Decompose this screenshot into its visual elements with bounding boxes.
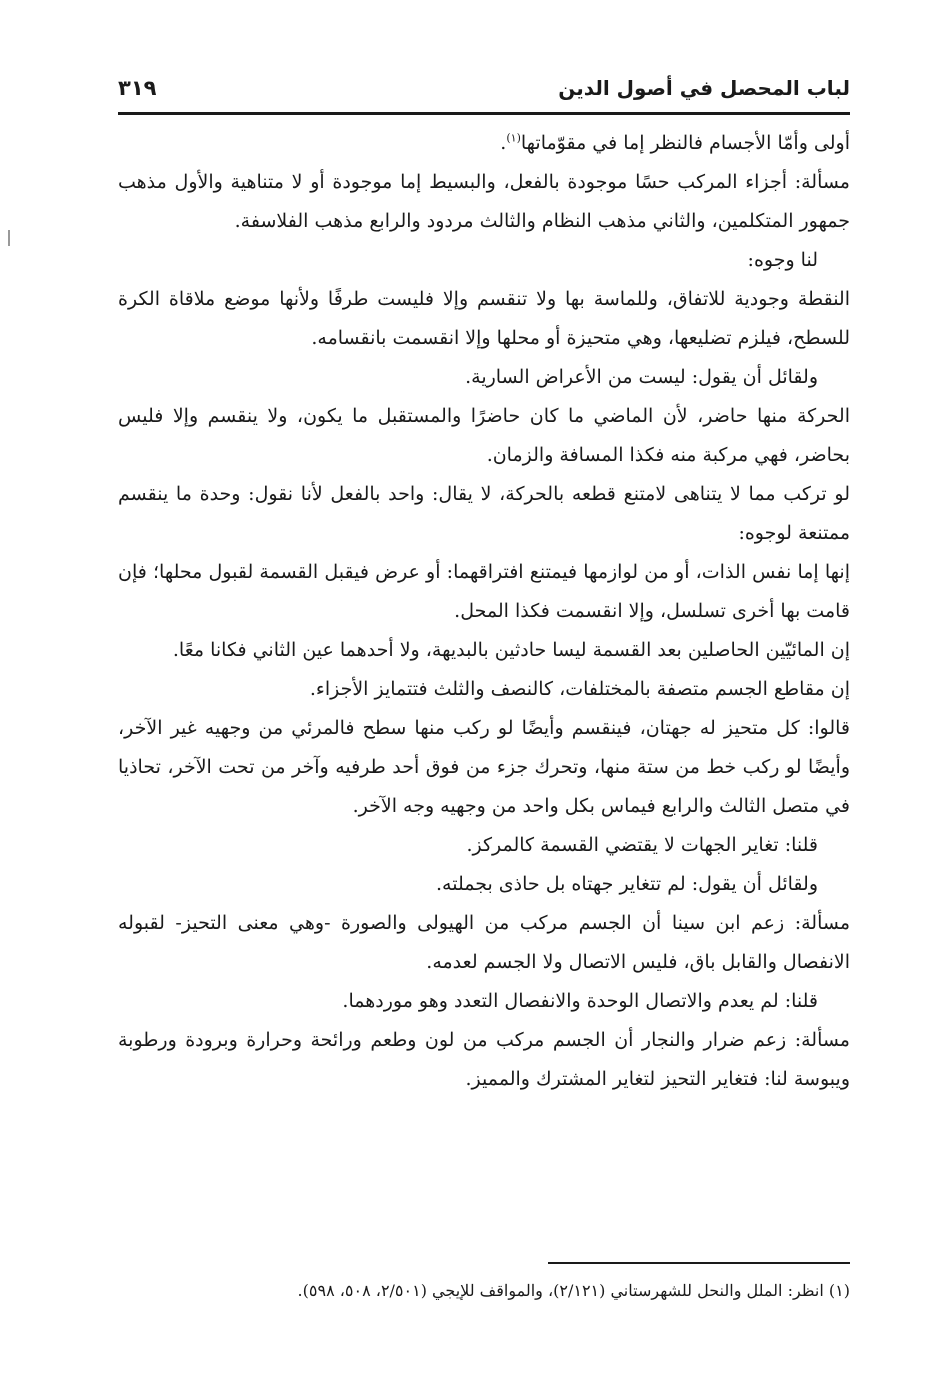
paragraph: إنها إما نفس الذات، أو من لوازمها فيمتنع افتراقهما: أو عرض فيقبل القسمة لقبول محلها؛ فإن قامت بها أخرى تسلسل، وإلا انقسمت فكذا المحل.: [118, 561, 850, 622]
page-number: ٣١٩: [118, 76, 157, 100]
paragraph: قلنا: تغاير الجهات لا يقتضي القسمة كالمركز.: [466, 834, 818, 856]
paragraph: أولى وأمّا الأجسام فالنظر إما في مقوّماتها$^{(١)}$.: [500, 131, 850, 154]
paragraph: قالوا: كل متحيز له جهتان، فينقسم وأيضًا لو ركب منها سطح فالمرئي من وجهيه غير الآخر، وأيضًا لو ركب خط من ستة منها، وتحرك جزء من فوق أحد طرفيه وآخر من تحت الآخر، تحاذيا في متصل الثالث والرابع فيماس بكل واحد من وجهيه وجه الآخر.: [118, 717, 850, 817]
paragraph: لنا وجوه:: [747, 249, 818, 271]
running-title: لباب المحصل في أصول الدين: [558, 76, 850, 100]
footnote-rule: [548, 1262, 850, 1264]
header-rule: [118, 112, 850, 115]
footnote-ref: (١): [506, 131, 521, 145]
footnote: (١) انظر: الملل والنحل للشهرستاني (٢/١٢١)، والمواقف للإيجي (٢/٥٠١، ٥٠٨، ٥٩٨).: [297, 1281, 850, 1300]
paragraph: مسألة: زعم ابن سينا أن الجسم مركب من الهيولى والصورة -وهي معنى التحيز- لقبوله الانفصال والقابل باق، فليس الاتصال ولا الجسم لعدمه.: [118, 912, 850, 973]
paragraph: قلنا: لم يعدم والاتصال الوحدة والانفصال التعدد وهو موردهما.: [342, 990, 818, 1012]
paragraph: مسألة: زعم ضرار والنجار أن الجسم مركب من لون وطعم ورائحة وحرارة وبرودة ورطوبة ويبوسة لنا: فتغاير التحيز لتغاير المشترك والمميز.: [118, 1029, 850, 1090]
paragraph: مسألة: أجزاء المركب حسًا موجودة بالفعل، والبسيط إما موجودة أو لا متناهية والأول مذهب جمهور المتكلمين، والثاني مذهب النظام والثالث مردود والرابع مذهب الفلاسفة.: [118, 171, 850, 232]
paragraph: إن المائيّين الحاصلين بعد القسمة ليسا حادثين بالبديهة، ولا أحدهما عين الثاني فكانا معًا.: [172, 639, 850, 661]
paragraph: ولقائل أن يقول: لم تتغاير جهتاه بل حاذى بجملته.: [435, 873, 818, 895]
paragraph: النقطة وجودية للاتفاق، وللماسة بها ولا تنقسم وإلا فليست طرفًا ولأنها موضع ملاقاة الكرة للسطح، فيلزم تضليعها، وهي متحيزة أو محلها وإلا انقسمت بانقسامه.: [118, 288, 850, 349]
body-text: [118, 124, 850, 1099]
paragraph: إن مقاطع الجسم متصفة بالمختلفات، كالنصف والثلث فتتمايز الأجزاء.: [309, 678, 850, 700]
margin-mark: [8, 230, 10, 246]
running-header: [118, 72, 850, 108]
paragraph: لو تركب مما لا يتناهى لامتنع قطعه بالحركة، لا يقال: واحد بالفعل لأنا نقول: وحدة ما ينقسم ممتنعة لوجوه:: [118, 483, 850, 544]
paragraph: ولقائل أن يقول: ليست من الأعراض السارية.: [465, 366, 818, 388]
paragraph: الحركة منها حاضر، لأن الماضي ما كان حاضرًا والمستقبل ما يكون، ولا ينقسم وإلا فليس بحاضر، فهي مركبة منه فكذا المسافة والزمان.: [118, 405, 850, 466]
